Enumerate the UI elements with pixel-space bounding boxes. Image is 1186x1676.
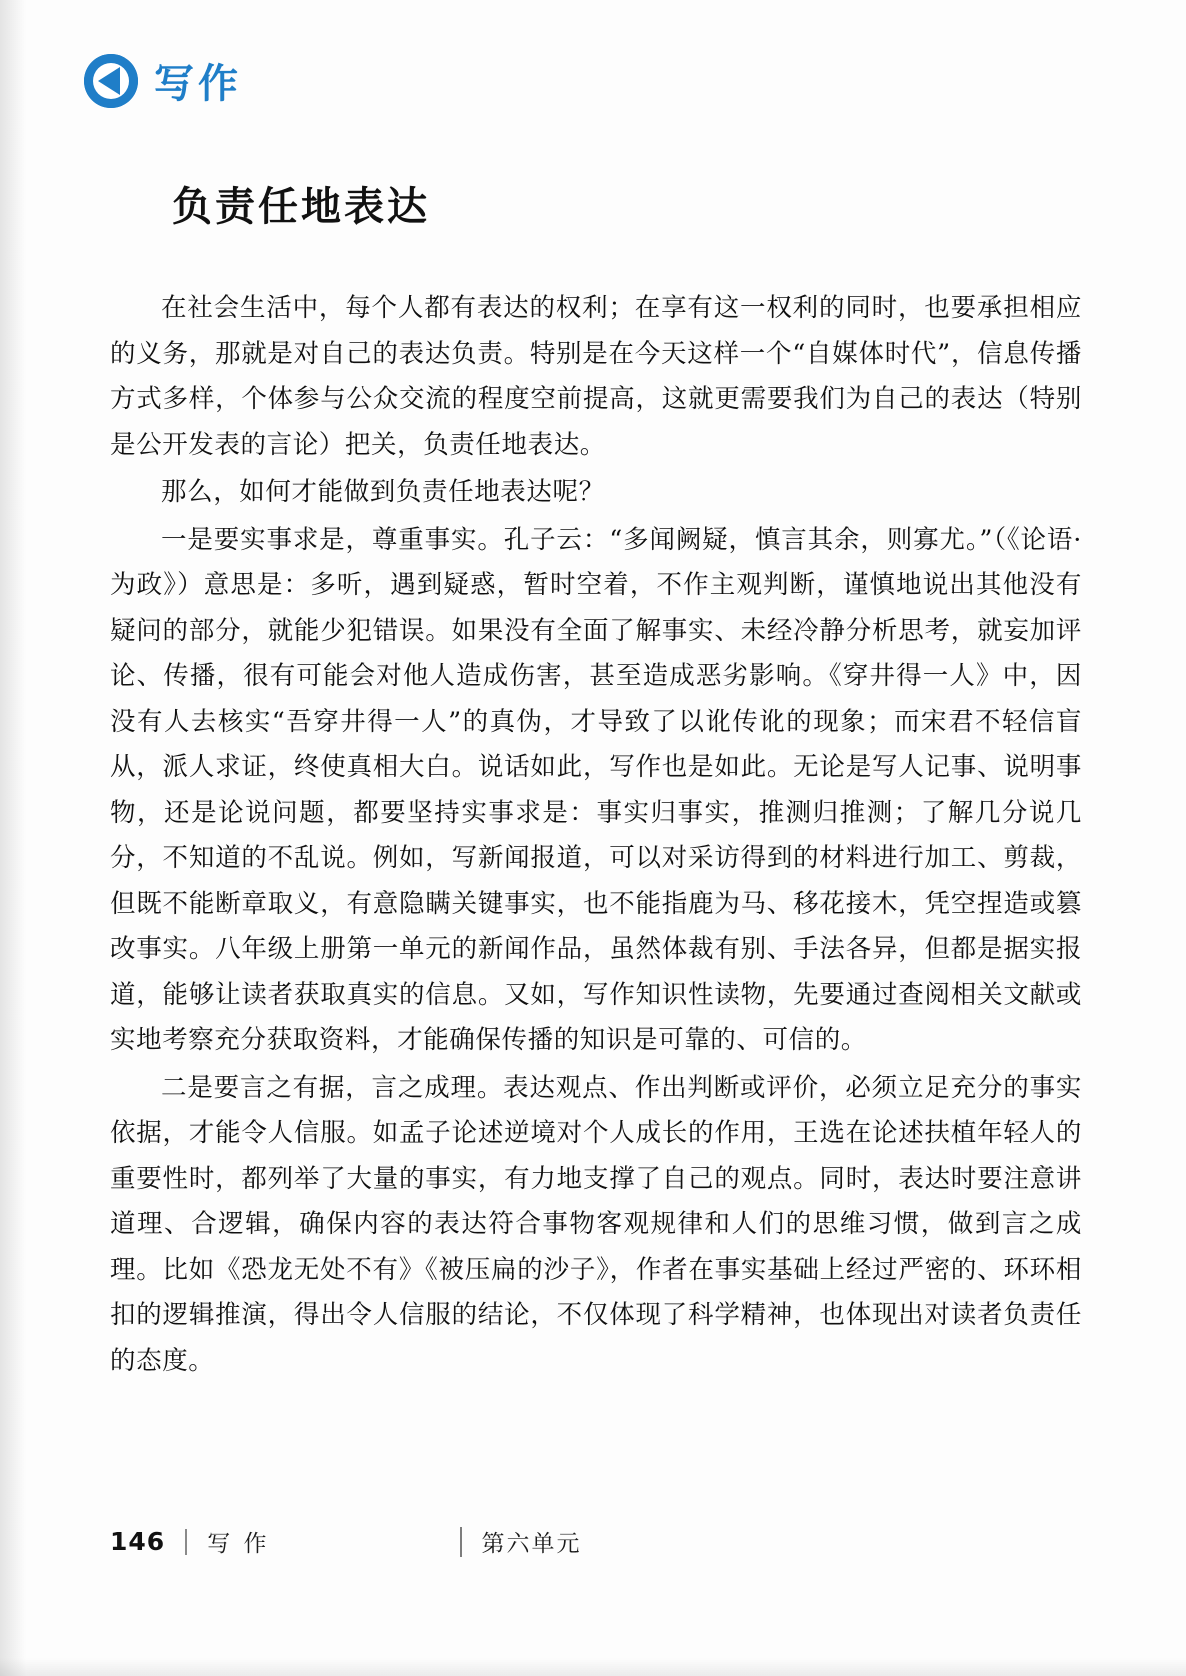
paragraph: 那么，如何才能做到负责任地表达呢？	[161, 477, 605, 507]
footer-section-name: 写 作	[207, 1531, 270, 1557]
footer-divider	[185, 1529, 187, 1555]
paragraph: 一是要实事求是，尊重事实。孔子云：“多闻阙疑，慎言其余，则寡尤。”（《论语·为政》）意思是：多听，遇到疑惑，暂时空着，不作主观判断，谨慎地说出其他没有疑问的部分，就能少犯错误。如果没有全面了解事实、未经冷静分析思考，就妄加评论、传播，很有可能会对他人造成伤害，甚至造成恶劣影响。《穿井得一人》中，因没有人去核实“吾穿井得一人”的真伪，才导致了以讹传讹的现象；而宋君不轻信盲从，派人求证，终使真相大白。说话如此，写作也是如此。无论是写人记事、说明事物，还是论说问题，都要坚持实事求是：事实归事实，推测归推测；了解几分说几分，不知道的不乱说。例如，写新闻报道，可以对采访得到的材料进行加工、剪裁，但既不能断章取义，有意隐瞒关键事实，也不能指鹿为马、移花接木，凭空捏造或篡改事实。八年级上册第一单元的新闻作品，虽然体裁有别、手法各异，但都是据实报道，能够让读者获取真实的信息。又如，写作知识性读物，先要通过查阅相关文献或实地考察充分获取资料，才能确保传播的知识是可靠的、可信的。	[110, 524, 1082, 1055]
play-circle-icon	[84, 54, 138, 108]
page-left-shadow	[0, 0, 26, 1676]
paragraph: 在社会生活中，每个人都有表达的权利；在享有这一权利的同时，也要承担相应的义务，那就是对自己的表达负责。特别是在今天这样一个“自媒体时代”，信息传播方式多样，个体参与公众交流的程度空前提高，这就更需要我们为自己的表达（特别是公开发表的言论）把关，负责任地表达。	[110, 293, 1082, 460]
section-mark	[84, 52, 242, 109]
paragraph: 二是要言之有据，言之成理。表达观点、作出判断或评价，必须立足充分的事实依据，才能令人信服。如孟子论述逆境对个人成长的作用，王选在论述扶植年轻人的重要性时，都列举了大量的事实，有力地支撑了自己的观点。同时，表达时要注意讲道理、合逻辑，确保内容的表达符合事物客观规律和人们的思维习惯，做到言之成理。比如《恐龙无处不有》《被压扁的沙子》，作者在事实基础上经过严密的、环环相扣的逻辑推演，得出令人信服的结论，不仅体现了科学精神，也体现出对读者负责任的态度。	[110, 1072, 1082, 1376]
page-title: 负责任地表达	[172, 182, 430, 230]
page-bottom-shadow	[0, 1658, 1186, 1676]
section-mark-label: 写作	[154, 61, 242, 107]
footer-divider-2	[460, 1527, 462, 1557]
page-footer	[110, 1525, 1082, 1558]
footer-unit-name: 第六单元	[481, 1531, 582, 1557]
footer-page-number: 146	[110, 1527, 166, 1556]
body-text	[110, 286, 1082, 1386]
